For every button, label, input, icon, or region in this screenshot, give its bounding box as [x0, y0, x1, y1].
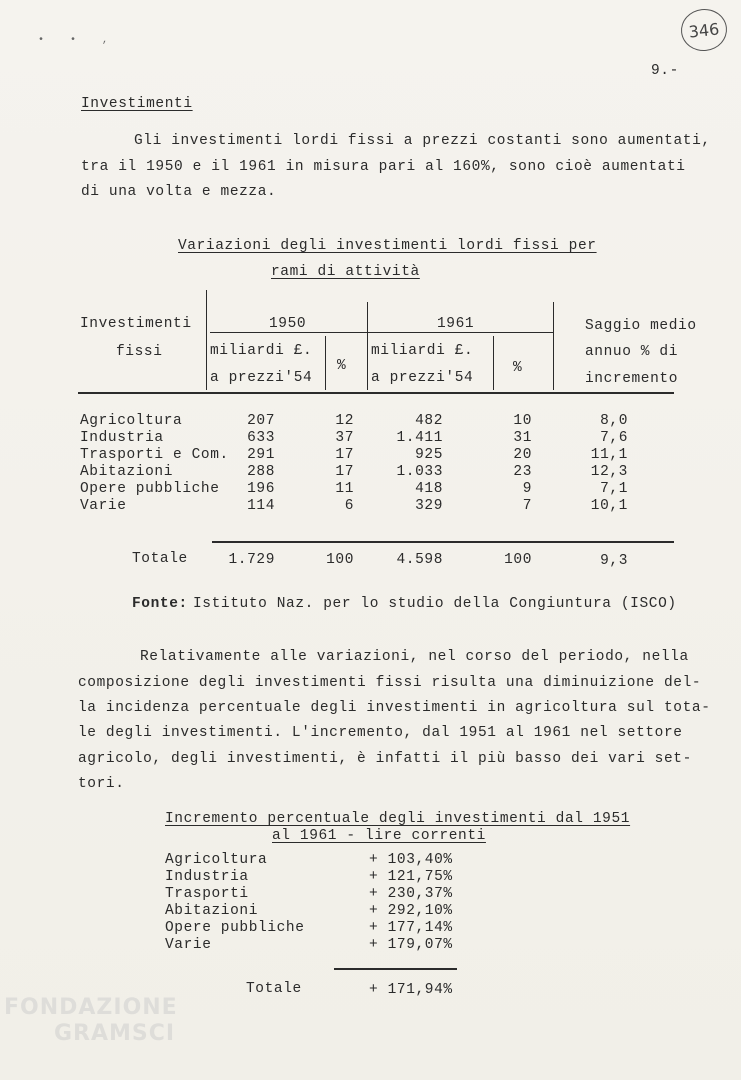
header-rate: Saggio medio: [585, 318, 697, 334]
row-pct-1961: 31: [513, 430, 532, 446]
table-rule: [367, 302, 368, 390]
header-pct-1961: %: [513, 360, 523, 376]
row-1961: 1.411: [396, 430, 443, 446]
total-pct-1950: 100: [326, 552, 354, 568]
table2-title: Incremento percentuale degli investimenti dal 1951: [165, 811, 631, 827]
row-rate: 7,6: [600, 430, 628, 446]
table-rule: [493, 336, 494, 390]
table2-row-value: + 179,07%: [369, 937, 453, 953]
row-1950: 291: [247, 447, 275, 463]
header-pct-1950: %: [337, 358, 347, 374]
table2-total-label: Totale: [246, 981, 302, 997]
table2-row-value: + 292,10%: [369, 903, 453, 919]
row-pct-1950: 17: [335, 447, 354, 463]
header-year-1950: 1950: [269, 316, 307, 332]
row-rate: 12,3: [590, 464, 628, 480]
total-label: Totale: [132, 551, 188, 567]
row-label: Abitazioni: [80, 464, 174, 480]
table-rule: [206, 290, 207, 390]
archive-number-stamp: 346: [679, 7, 729, 54]
table1-title: Variazioni degli investimenti lordi fissi per: [178, 238, 597, 254]
row-pct-1961: 7: [522, 498, 532, 514]
row-pct-1961: 10: [513, 413, 532, 429]
row-pct-1950: 17: [335, 464, 354, 480]
row-pct-1950: 12: [335, 413, 354, 429]
row-pct-1961: 20: [513, 447, 532, 463]
table-rule: [78, 392, 674, 394]
page-number: 9.-: [651, 63, 679, 79]
row-label: Industria: [80, 430, 164, 446]
row-1950: 633: [247, 430, 275, 446]
paragraph-line: composizione degli investimenti fissi risulta una diminuizione del-: [78, 675, 702, 691]
intro-line: Gli investimenti lordi fissi a prezzi costanti sono aumentati,: [134, 133, 711, 149]
row-1950: 114: [247, 498, 275, 514]
total-pct-1961: 100: [504, 552, 532, 568]
table2-row-label: Opere pubbliche: [165, 920, 305, 936]
row-pct-1961: 23: [513, 464, 532, 480]
row-rate: 11,1: [590, 447, 628, 463]
table2-row-value: + 177,14%: [369, 920, 453, 936]
header-unit-1950: a prezzi'54: [210, 370, 313, 386]
row-1961: 418: [415, 481, 443, 497]
table-rule: [334, 968, 457, 970]
paragraph-line: agricolo, degli investimenti, è infatti il più basso dei vari set-: [78, 751, 692, 767]
row-label: Trasporti e Com.: [80, 447, 229, 463]
row-rate: 8,0: [600, 413, 628, 429]
table2-row-value: + 103,40%: [369, 852, 453, 868]
total-1961: 4.598: [396, 552, 443, 568]
row-1961: 482: [415, 413, 443, 429]
header-unit-1961: miliardi £.: [371, 343, 474, 359]
paragraph-line: le degli investimenti. L'incremento, dal 1951 al 1961 nel settore: [78, 725, 683, 741]
table2-row-label: Agricoltura: [165, 852, 268, 868]
table2-row-value: + 121,75%: [369, 869, 453, 885]
row-pct-1961: 9: [522, 481, 532, 497]
table2-row-value: + 230,37%: [369, 886, 453, 902]
row-1950: 288: [247, 464, 275, 480]
row-1961: 925: [415, 447, 443, 463]
total-rate: 9,3: [600, 553, 628, 569]
row-rate: 7,1: [600, 481, 628, 497]
table-rule: [553, 302, 554, 390]
row-1961: 329: [415, 498, 443, 514]
row-label: Varie: [80, 498, 127, 514]
table-rule: [210, 332, 554, 333]
table2-row-label: Varie: [165, 937, 212, 953]
paragraph-line: Relativamente alle variazioni, nel corso del periodo, nella: [140, 649, 689, 665]
margin-marks: • • ,: [38, 35, 119, 46]
table-rule: [325, 336, 326, 390]
row-rate: 10,1: [590, 498, 628, 514]
row-1950: 196: [247, 481, 275, 497]
source-label: Fonte:: [132, 596, 188, 612]
watermark: FONDAZIONE GRAMSCI: [4, 995, 178, 1046]
table2-title: al 1961 - lire correnti: [272, 828, 486, 844]
row-label: Agricoltura: [80, 413, 183, 429]
section-title: Investimenti: [81, 96, 193, 112]
table2-row-label: Industria: [165, 869, 249, 885]
paragraph-line: tori.: [78, 776, 125, 792]
table1-title: rami di attività: [271, 264, 420, 280]
row-pct-1950: 6: [344, 498, 354, 514]
header-unit-1950: miliardi £.: [210, 343, 313, 359]
total-1950: 1.729: [228, 552, 275, 568]
row-label: Opere pubbliche: [80, 481, 220, 497]
row-1950: 207: [247, 413, 275, 429]
table-rule: [212, 541, 674, 543]
row-1961: 1.033: [396, 464, 443, 480]
source-text: Istituto Naz. per lo studio della Congiuntura (ISCO): [193, 596, 677, 612]
row-pct-1950: 37: [335, 430, 354, 446]
table2-row-label: Abitazioni: [165, 903, 259, 919]
header-investimenti: Investimenti: [80, 316, 192, 332]
table2-total-value: + 171,94%: [369, 982, 453, 998]
intro-line: di una volta e mezza.: [81, 184, 277, 200]
table2-row-label: Trasporti: [165, 886, 249, 902]
header-unit-1961: a prezzi'54: [371, 370, 474, 386]
intro-line: tra il 1950 e il 1961 in misura pari al 160%, sono cioè aumentati: [81, 159, 686, 175]
header-year-1961: 1961: [437, 316, 475, 332]
paragraph-line: la incidenza percentuale degli investimenti in agricoltura sul tota-: [78, 700, 711, 716]
row-pct-1950: 11: [335, 481, 354, 497]
header-rate: incremento: [585, 371, 679, 387]
header-fissi: fissi: [116, 344, 163, 360]
header-rate: annuo % di: [585, 344, 679, 360]
